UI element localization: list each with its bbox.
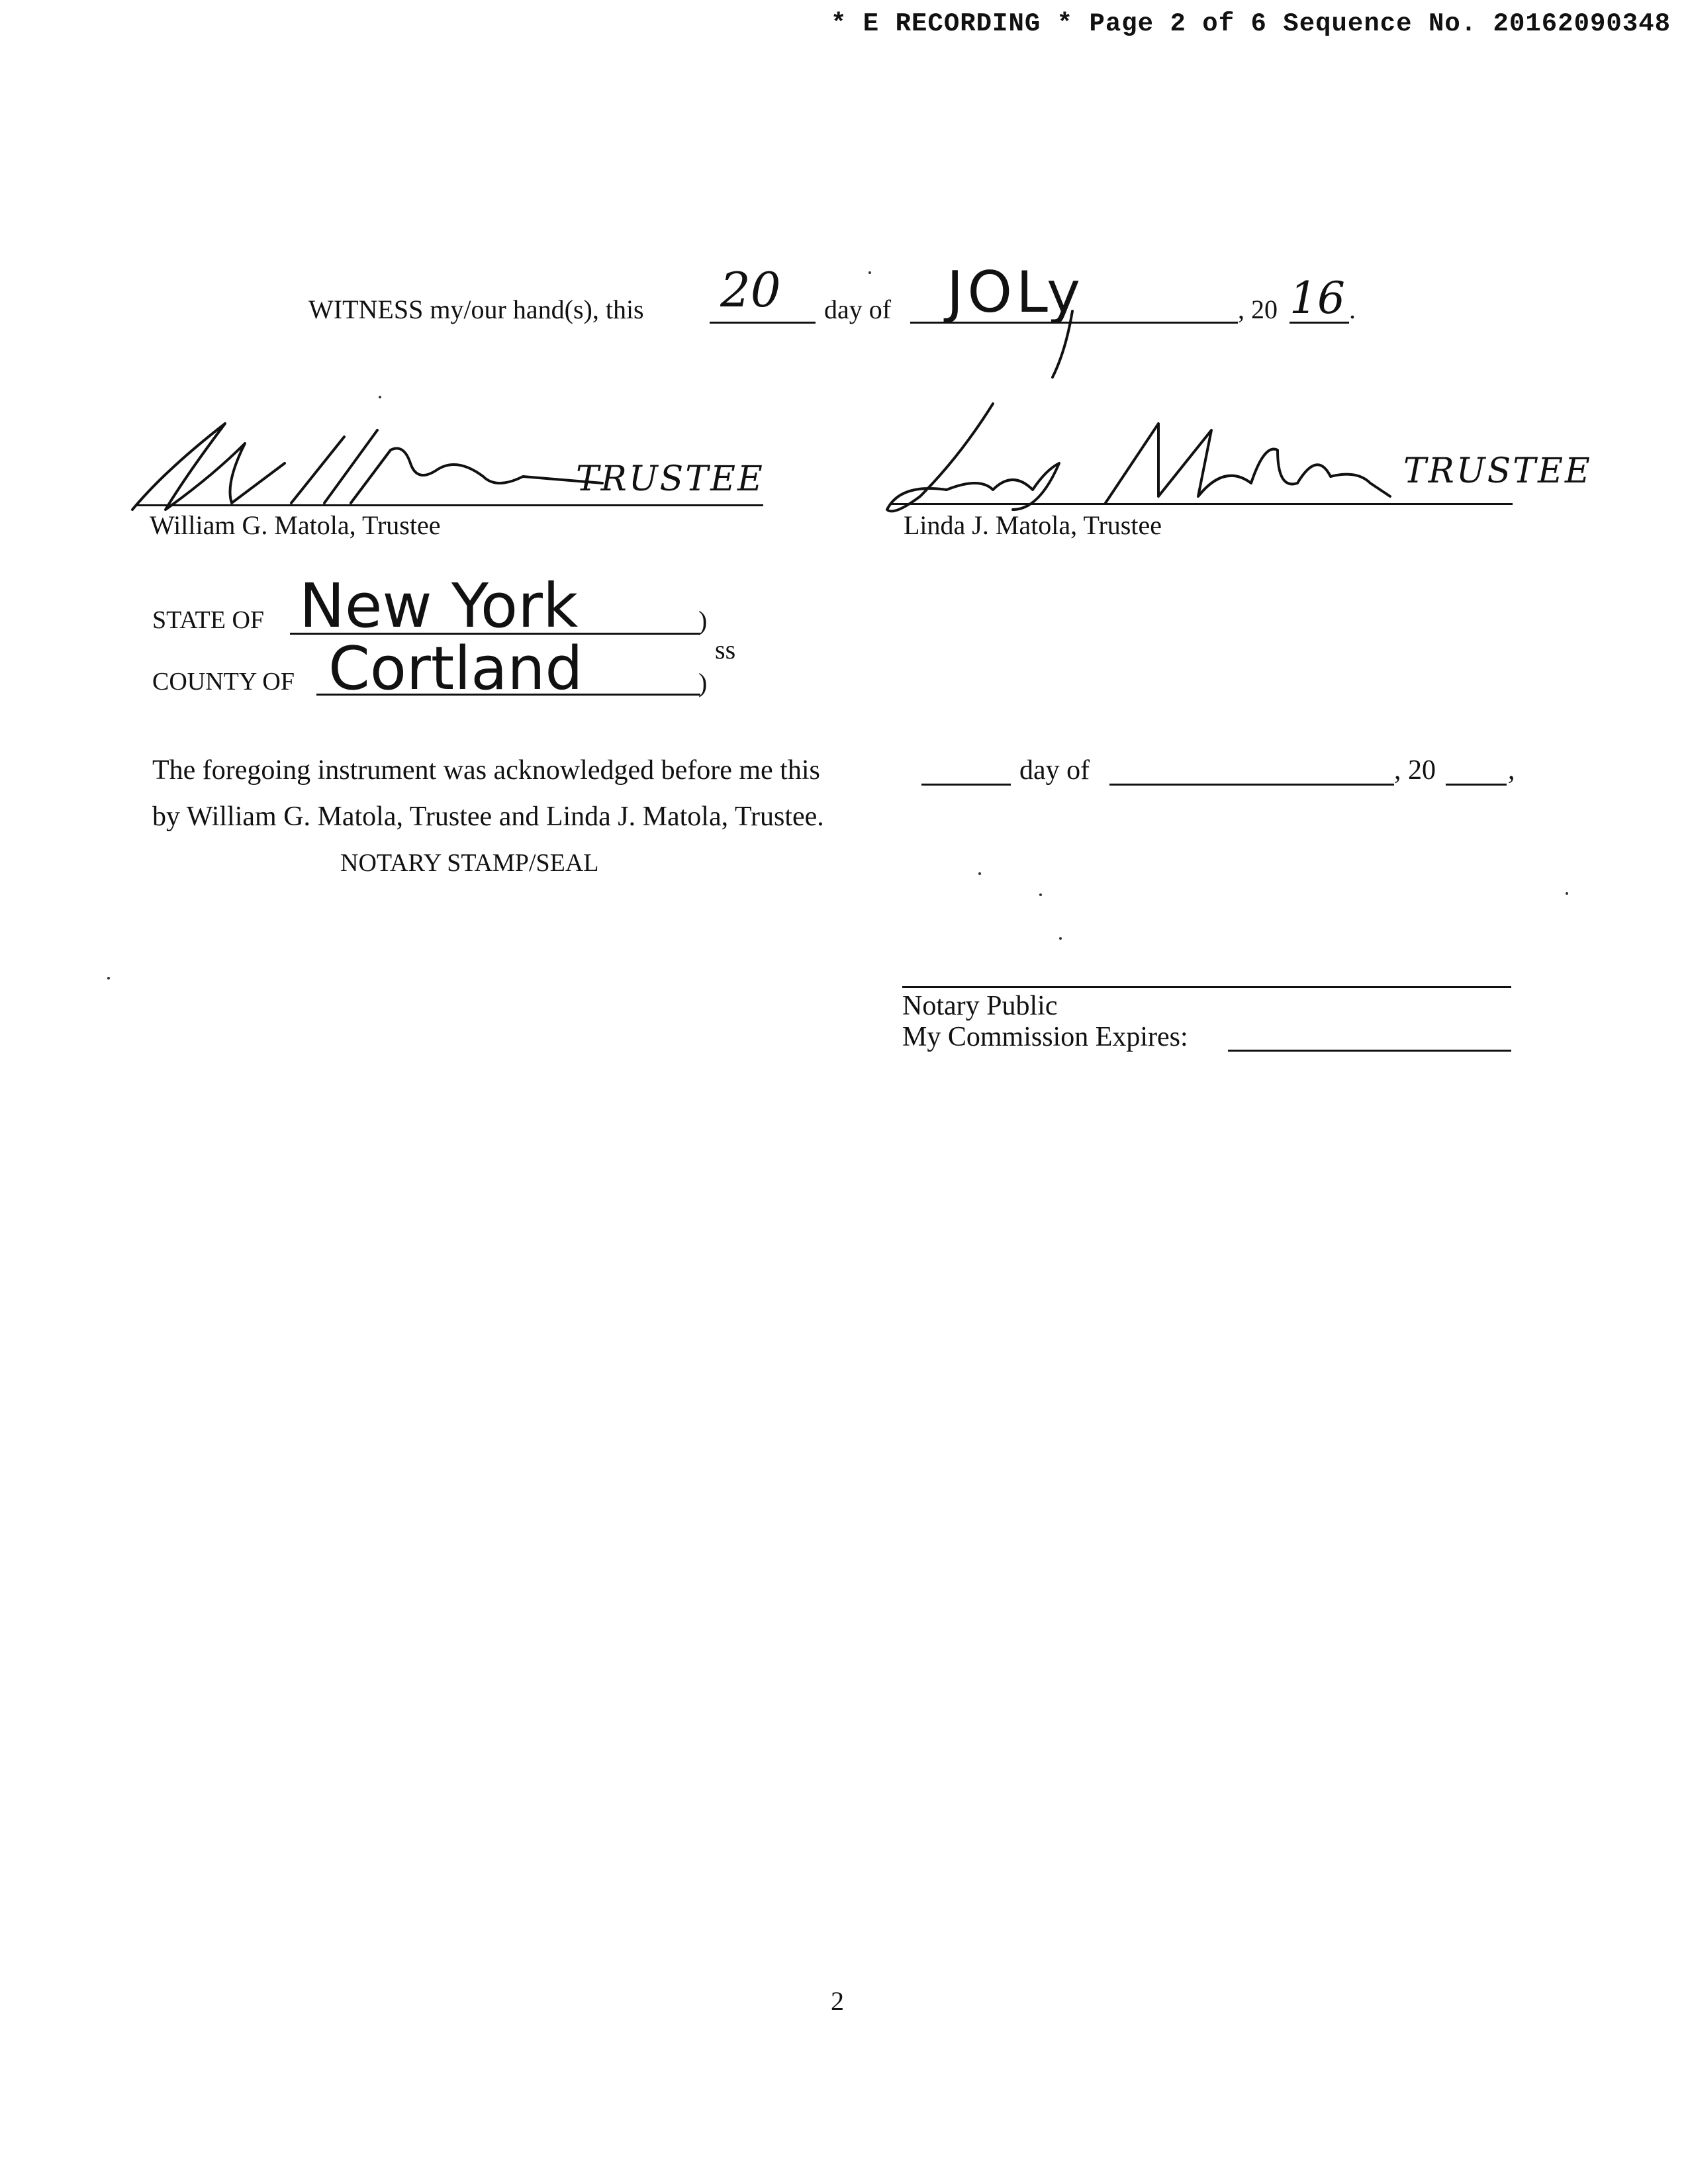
ack-month-blank <box>1109 784 1394 786</box>
state-label: STATE OF <box>152 606 265 634</box>
witness-day-line <box>710 322 816 324</box>
scan-speck <box>978 872 981 875</box>
ss-label: ss <box>715 635 736 664</box>
scan-speck <box>1059 937 1062 940</box>
ack-line2: by William G. Matola, Trustee and Linda J. Matola, Trustee. <box>152 801 824 832</box>
scan-speck <box>107 977 110 979</box>
signature-william-title: TRUSTEE <box>576 459 765 499</box>
witness-period: . <box>1349 295 1356 324</box>
signature-linda <box>880 397 1397 523</box>
county-paren: ) <box>698 668 708 698</box>
ack-day-of: day of <box>1019 755 1090 786</box>
notary-stamp-label: NOTARY STAMP/SEAL <box>340 849 599 877</box>
county-label: COUNTY OF <box>152 668 295 696</box>
state-paren: ) <box>698 606 708 635</box>
page-number: 2 <box>831 1986 844 2016</box>
printed-name-william: William G. Matola, Trustee <box>150 510 441 540</box>
witness-month-handwritten: JOLy <box>947 259 1084 326</box>
printed-name-linda: Linda J. Matola, Trustee <box>904 510 1162 540</box>
witness-year-handwritten: 16 <box>1289 273 1345 324</box>
notary-signature-line <box>902 986 1511 988</box>
county-handwritten: Cortland <box>328 634 583 704</box>
commission-blank <box>1228 1050 1511 1052</box>
scan-speck <box>868 271 871 274</box>
ack-line1-prefix: The foregoing instrument was acknowledged before me this <box>152 755 820 786</box>
scan-speck <box>1039 893 1042 896</box>
ack-comma: , <box>1508 755 1515 786</box>
ack-day-blank <box>921 784 1011 786</box>
witness-prefix: WITNESS my/our hand(s), this <box>308 295 644 324</box>
scan-speck <box>379 396 381 398</box>
ack-year-prefix: , 20 <box>1394 755 1436 786</box>
witness-year-prefix: , 20 <box>1238 295 1278 324</box>
month-stroke-tail <box>1046 311 1086 384</box>
ack-year-blank <box>1446 784 1507 786</box>
notary-title: Notary Public <box>902 991 1058 1021</box>
scan-speck <box>1566 892 1568 895</box>
signature-linda-title: TRUSTEE <box>1403 451 1592 491</box>
recording-banner: * E RECORDING * Page 2 of 6 Sequence No. 20162090348 <box>831 9 1671 38</box>
commission-label: My Commission Expires: <box>902 1022 1188 1052</box>
state-handwritten: New York <box>299 570 579 641</box>
witness-day-handwritten: 20 <box>720 262 781 318</box>
witness-day-of: day of <box>824 295 892 324</box>
